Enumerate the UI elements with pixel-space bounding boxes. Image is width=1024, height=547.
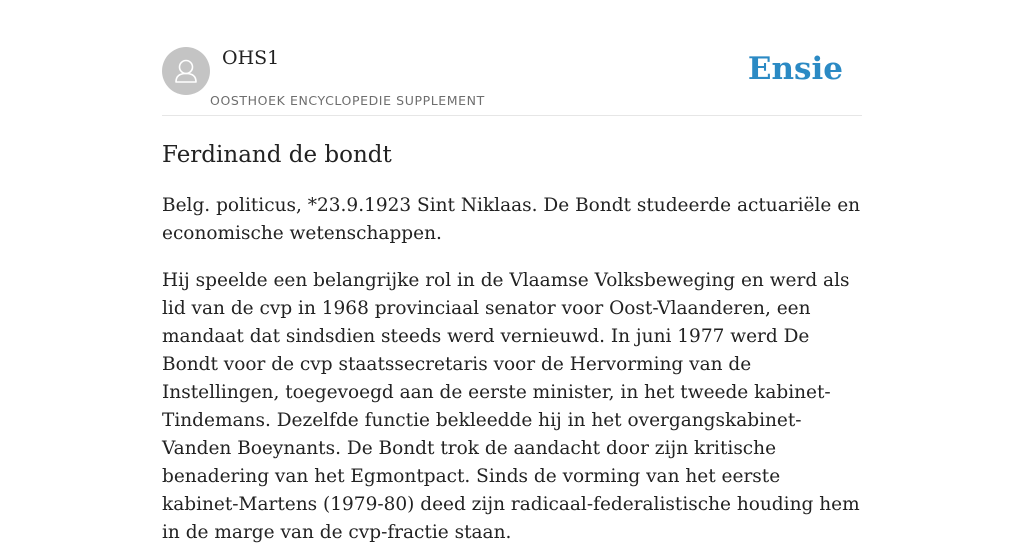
publisher-name[interactable]: OOSTHOEK ENCYCLOPEDIE SUPPLEMENT [210, 93, 485, 108]
user-silhouette-icon[interactable] [162, 47, 210, 95]
author-name[interactable]: OHS1 [222, 47, 280, 69]
article-paragraph: Hij speelde een belangrijke rol in de Vlaamse Volksbeweging en werd als lid van de cvp in 1968 provinciaal senator voor Oost-Vlaanderen, een mandaat dat sindsdien steeds werd vernieuwd. In juni 1977 werd De Bondt voor de cvp staatssecretaris voor de Hervorming van de Instellingen, toegevoegd aan de eerste minister, in het tweede kabinet-Tindemans. Dezelfde functie bekleedde hij in het overgangskabinet-Vanden Boeynants. De Bondt trok de aandacht door zijn kritische benadering van het Egmontpact. Sinds de vorming van het eerste kabinet-Martens (1979-80) deed zijn radicaal-federalistische houding hem in de marge van de cvp-fractie staan. [162, 270, 860, 543]
page-title: Ferdinand de bondt [162, 142, 392, 168]
article-container [162, 0, 862, 543]
ensie-logo[interactable]: Ensie [747, 51, 843, 87]
article-paragraph: Belg. politicus, *23.9.1923 Sint Niklaas. De Bondt studeerde actuariële en economische wetenschappen. [162, 195, 861, 244]
article-header [162, 0, 862, 116]
